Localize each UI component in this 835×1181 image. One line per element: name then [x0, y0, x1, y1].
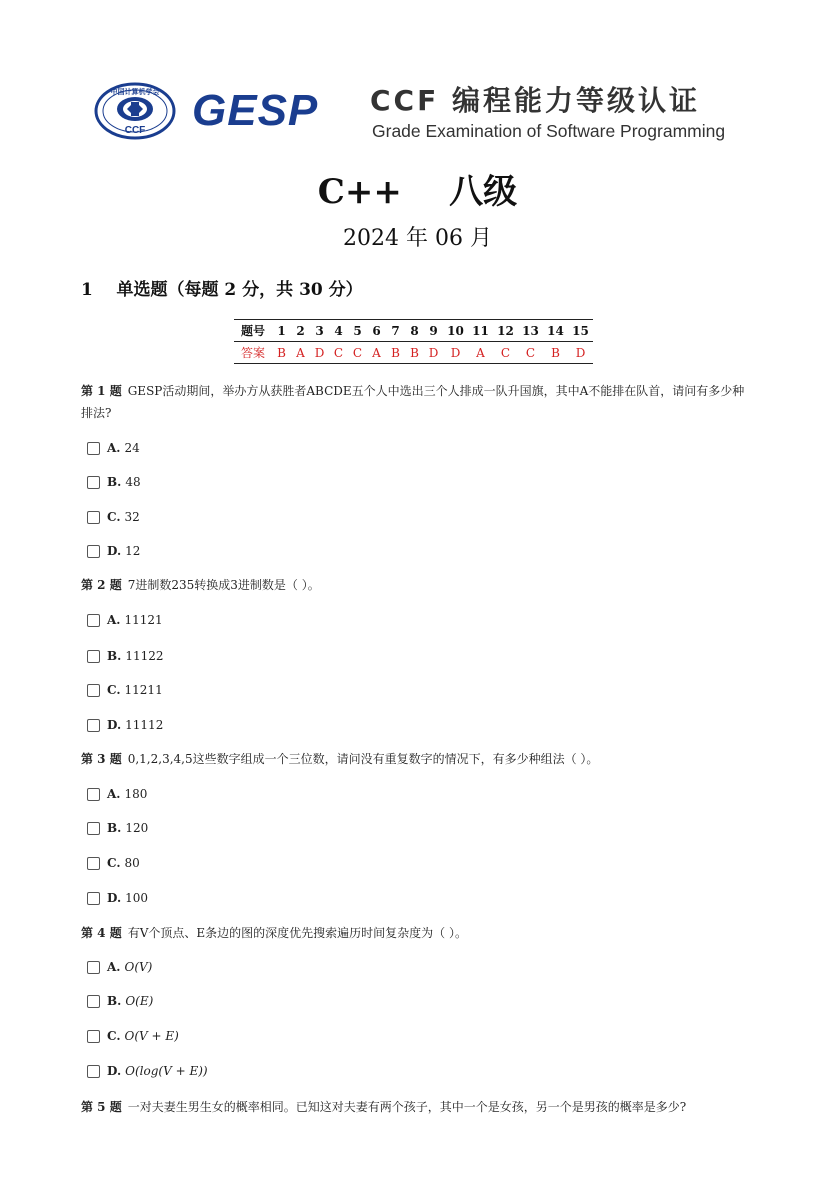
option-text: 11122: [125, 649, 164, 663]
option-text: 48: [125, 475, 141, 489]
answer-cell: A: [468, 342, 493, 364]
question-text: GESP活动期间，举办方从获胜者ABCDE五个人中选出三个人排成一队升国旗，其中A不能排在队首，请问有多少种排法?: [81, 384, 745, 420]
option-text: 24: [124, 441, 140, 455]
question-number-cell: 3: [310, 320, 329, 342]
answer-label: 答案: [234, 342, 272, 364]
question-number-cell: 6: [367, 320, 386, 342]
option-text: O(E): [125, 994, 154, 1008]
option-row[interactable]: [87, 682, 163, 698]
answer-cell: B: [405, 342, 424, 364]
option-text: 80: [124, 856, 140, 870]
checkbox[interactable]: [87, 719, 100, 732]
document-date: 2024 年 06 月: [343, 226, 492, 251]
checkbox[interactable]: [87, 476, 100, 489]
question-number-cell: 12: [493, 320, 518, 342]
checkbox[interactable]: [87, 511, 100, 524]
question-2: [81, 574, 751, 596]
option-letter: D.: [107, 718, 122, 732]
question-number-cell: 5: [348, 320, 367, 342]
question-number: 第 3 题: [81, 752, 122, 766]
option-row[interactable]: [87, 648, 164, 664]
option-letter: D.: [107, 1064, 122, 1078]
option-text: 32: [124, 510, 140, 524]
option-text: O(log(V + E)): [125, 1064, 208, 1078]
question-number: 第 4 题: [81, 926, 122, 940]
question-number-label: 题号: [234, 320, 272, 342]
answer-cell: D: [568, 342, 593, 364]
seal-text-bottom: CCF: [124, 125, 146, 136]
option-row[interactable]: [87, 890, 148, 906]
question-3: [81, 748, 751, 770]
answer-cell: D: [443, 342, 468, 364]
option-row[interactable]: [87, 993, 153, 1009]
option-text: 100: [125, 891, 149, 905]
answer-cell: D: [424, 342, 443, 364]
question-number-cell: 11: [468, 320, 493, 342]
checkbox[interactable]: [87, 995, 100, 1008]
option-text: 120: [125, 821, 149, 835]
checkbox[interactable]: [87, 614, 100, 627]
ccf-certification-subtitle: Grade Examination of Software Programming: [372, 121, 726, 141]
option-letter: B.: [107, 475, 122, 489]
checkbox[interactable]: [87, 857, 100, 870]
option-text: 11121: [124, 613, 163, 627]
question-text: 一对夫妻生男生女的概率相同。已知这对夫妻有两个孩子，其中一个是女孩，另一个是男孩的概率是多少?: [127, 1100, 687, 1114]
gesp-logo: GESP: [192, 86, 319, 135]
option-letter: A.: [107, 960, 121, 974]
answer-cell: A: [291, 342, 310, 364]
ccf-seal-logo: [94, 82, 176, 140]
question-number-cell: 4: [329, 320, 348, 342]
checkbox[interactable]: [87, 545, 100, 558]
option-row[interactable]: [87, 509, 140, 525]
answer-table: [234, 319, 593, 364]
answer-cell: B: [543, 342, 568, 364]
question-number-cell: 10: [443, 320, 468, 342]
option-letter: C.: [107, 856, 121, 870]
question-number-cell: 9: [424, 320, 443, 342]
question-text: 7进制数235转换成3进制数是（ ）。: [127, 578, 320, 592]
option-row[interactable]: [87, 543, 140, 559]
option-letter: A.: [107, 441, 121, 455]
question-4: [81, 922, 751, 944]
answer-table-answer-row: [234, 342, 593, 364]
answer-table-header-row: [234, 320, 593, 342]
option-row[interactable]: [87, 820, 148, 836]
option-letter: C.: [107, 683, 121, 697]
option-text: 12: [125, 544, 141, 558]
question-text: 有V个顶点、E条边的图的深度优先搜索遍历时间复杂度为（ ）。: [127, 926, 467, 940]
answer-cell: D: [310, 342, 329, 364]
question-number-cell: 13: [518, 320, 543, 342]
answer-cell: C: [518, 342, 543, 364]
ccf-certification-title: CCF 编程能力等级认证: [370, 84, 700, 117]
option-row[interactable]: [87, 959, 152, 975]
checkbox[interactable]: [87, 1065, 100, 1078]
question-number-cell: 2: [291, 320, 310, 342]
option-letter: D.: [107, 544, 122, 558]
option-row[interactable]: [87, 786, 147, 802]
question-1: [81, 380, 751, 424]
seal-text-top: 中国计算机学会: [110, 88, 160, 96]
option-row[interactable]: [87, 1063, 208, 1079]
answer-cell: C: [493, 342, 518, 364]
checkbox[interactable]: [87, 961, 100, 974]
checkbox[interactable]: [87, 892, 100, 905]
question-number-cell: 15: [568, 320, 593, 342]
question-number-cell: 14: [543, 320, 568, 342]
option-text: 11211: [124, 683, 163, 697]
question-number: 第 5 题: [81, 1100, 122, 1114]
option-letter: B.: [107, 994, 122, 1008]
answer-cell: A: [367, 342, 386, 364]
question-number: 第 1 题: [81, 384, 122, 398]
option-letter: B.: [107, 649, 122, 663]
option-row[interactable]: [87, 474, 141, 490]
question-5: [81, 1096, 751, 1118]
question-number-cell: 8: [405, 320, 424, 342]
question-number-cell: 1: [272, 320, 291, 342]
question-number-cell: 7: [386, 320, 405, 342]
checkbox[interactable]: [87, 442, 100, 455]
checkbox[interactable]: [87, 822, 100, 835]
checkbox[interactable]: [87, 650, 100, 663]
checkbox[interactable]: [87, 788, 100, 801]
option-row[interactable]: [87, 855, 140, 871]
option-row[interactable]: [87, 440, 140, 456]
answer-cell: B: [272, 342, 291, 364]
option-letter: B.: [107, 821, 122, 835]
option-row[interactable]: [87, 612, 163, 628]
checkbox[interactable]: [87, 684, 100, 697]
option-text: O(V): [124, 960, 153, 974]
option-letter: C.: [107, 1029, 121, 1043]
option-text: 180: [124, 787, 148, 801]
question-number: 第 2 题: [81, 578, 122, 592]
checkbox[interactable]: [87, 1030, 100, 1043]
option-letter: A.: [107, 787, 121, 801]
section-title: 1 单选题（每题 2 分，共 30 分）: [81, 280, 363, 300]
option-letter: A.: [107, 613, 121, 627]
option-letter: D.: [107, 891, 122, 905]
answer-cell: C: [348, 342, 367, 364]
answer-cell: C: [329, 342, 348, 364]
answer-cell: B: [386, 342, 405, 364]
option-text: 11112: [125, 718, 164, 732]
document-title: C++ 八级: [317, 172, 518, 212]
option-text: O(V + E): [124, 1029, 179, 1043]
option-letter: C.: [107, 510, 121, 524]
question-text: 0,1,2,3,4,5这些数字组成一个三位数，请问没有重复数字的情况下，有多少种组法（ ）。: [127, 752, 599, 766]
option-row[interactable]: [87, 717, 163, 733]
option-row[interactable]: [87, 1028, 179, 1044]
